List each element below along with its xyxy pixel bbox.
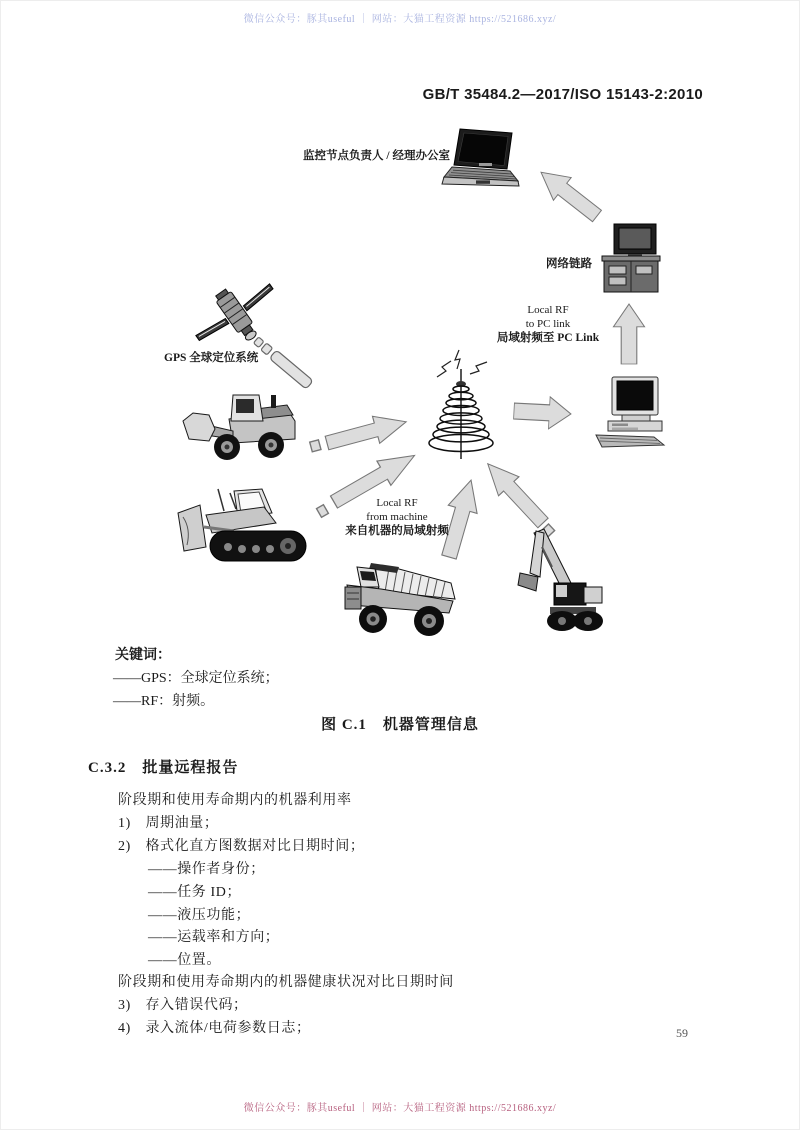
body-line: 阶段期和使用寿命期内的机器健康状况对比日期时间: [118, 975, 454, 990]
excavator-icon: [518, 529, 603, 631]
keyword-rf: ——RF：射频。: [113, 694, 215, 709]
rf-to-pc-label: [492, 303, 604, 345]
body-line: ——位置。: [148, 953, 221, 968]
arrow-excavator-to-antenna: [478, 454, 555, 537]
body-line: ——运载率和方向；: [148, 930, 280, 945]
wheel-loader-icon: [183, 395, 295, 460]
satellite-beam: [252, 336, 313, 389]
network-server-icon: [602, 224, 660, 292]
page-number: 59: [676, 1026, 688, 1040]
desktop-pc-icon: [596, 377, 664, 447]
body-line: 1) 周期油量；: [118, 816, 219, 831]
rf-to-pc-en1: Local RF: [527, 304, 569, 316]
body-line: ——任务 ID；: [148, 885, 242, 900]
network-link-label: 网络链路: [546, 258, 592, 270]
rf-from-machine-en1: Local RF: [376, 497, 418, 509]
rf-from-machine-zh: 来自机器的局域射频: [345, 525, 449, 537]
dump-truck-icon: [345, 563, 455, 636]
rf-to-pc-en2: to PC link: [525, 318, 571, 330]
keyword-gps: ——GPS：全球定位系统；: [113, 671, 279, 686]
standard-number: GB/T 35484.2—2017/ISO 15143-2:2010: [422, 86, 703, 103]
arrow-loader-to-antenna: [310, 408, 410, 456]
arrow-pc-to-server: [613, 304, 644, 364]
body-line: 3) 存入错误代码；: [118, 998, 248, 1013]
bulldozer-icon: [178, 489, 306, 561]
rf-from-machine-en2: from machine: [366, 511, 428, 523]
body-line: ——液压功能；: [148, 908, 251, 923]
arrow-antenna-to-pc: [513, 395, 572, 430]
body-line: 阶段期和使用寿命期内的机器利用率: [118, 793, 352, 808]
office-label: 监控节点负责人 / 经理办公室: [303, 150, 450, 162]
watermark-bottom: 微信公众号：豚其useful ｜ 网站：大猫工程资源 https://521686.xyz/: [243, 1103, 557, 1114]
gps-label: GPS 全球定位系统: [164, 352, 259, 364]
figure-caption: 图 C.1 机器管理信息: [321, 717, 479, 733]
section-heading: C.3.2 批量远程报告: [88, 760, 239, 776]
rf-to-pc-zh: 局域射频至 PC Link: [496, 332, 600, 344]
keywords-title: 关键词：: [115, 648, 171, 663]
body-line: 2) 格式化直方图数据对比日期时间；: [118, 839, 365, 854]
radio-antenna-icon: [429, 350, 493, 459]
laptop-icon: [442, 129, 519, 186]
body-line: ——操作者身份；: [148, 862, 265, 877]
arrow-server-to-laptop: [532, 161, 606, 227]
rf-from-machine-label: [333, 496, 461, 538]
body-line: 4) 录入流体/电荷参数日志；: [118, 1021, 311, 1036]
watermark-top: 微信公众号：豚其useful ｜ 网站：大猫工程资源 https://521686.xyz/: [243, 14, 557, 25]
